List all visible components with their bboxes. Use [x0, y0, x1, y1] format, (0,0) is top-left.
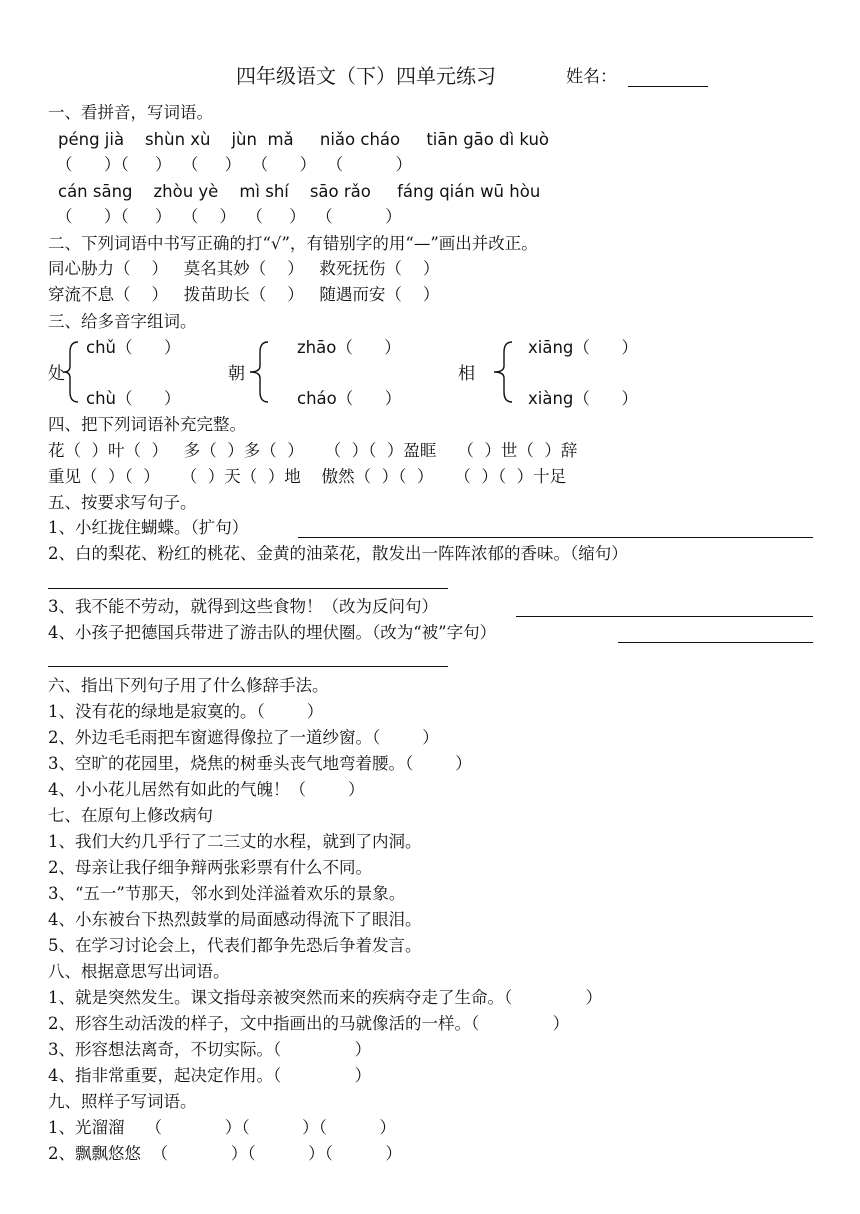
answer-line[interactable]: [48, 588, 448, 589]
faulty-sentence-3[interactable]: 3、“五一”节那天，邻水到处洋溢着欢乐的景象。: [48, 884, 406, 903]
word-check-row-1[interactable]: 同心胁力（ ） 莫名其妙（ ） 救死抚伤（ ）: [48, 259, 440, 278]
section-2-heading: 二、下列词语中书写正确的打“√”，有错别字的用“—”画出并改正。: [48, 234, 538, 253]
faulty-sentence-1[interactable]: 1、我们大约几乎行了二三丈的水程，就到了内洞。: [48, 832, 422, 851]
answer-blanks-row-1[interactable]: （ ）（ ） （ ） （ ） （ ）: [56, 155, 413, 174]
word-check-row-2[interactable]: 穿流不息（ ） 拨苗助长（ ） 随遇而安（ ）: [48, 285, 440, 304]
name-label: 姓名：: [566, 67, 617, 87]
section-4-heading: 四、把下列词语补充完整。: [48, 415, 246, 434]
sentence-q3: 3、我不能不劳动，就得到这些食物！（改为反问句）: [48, 597, 438, 616]
polyphone-chu-bottom[interactable]: chù（ ）: [86, 389, 181, 408]
pattern-q2[interactable]: 2、飘飘悠悠 （ ）（ ）（ ）: [48, 1144, 402, 1163]
meaning-q4[interactable]: 4、指非常重要，起决定作用。（ ）: [48, 1066, 372, 1085]
meaning-q2[interactable]: 2、形容生动活泼的样子，文中指画出的马就像活的一样。（ ）: [48, 1014, 570, 1033]
polyphone-char-chu: 处: [48, 364, 65, 384]
section-9-heading: 九、照样子写词语。: [48, 1092, 197, 1111]
brace-icon: [248, 340, 272, 404]
idiom-fill-row-2[interactable]: 重见（ ）（ ） （ ）天（ ）地 傲然（ ）（ ） （ ）（ ）十足: [48, 467, 567, 486]
brace-icon: [492, 340, 516, 404]
section-6-heading: 六、指出下列句子用了什么修辞手法。: [48, 676, 329, 695]
answer-line[interactable]: [618, 642, 813, 643]
section-1-heading: 一、看拼音，写词语。: [48, 103, 213, 122]
pattern-q1[interactable]: 1、光溜溜 （ ）（ ）（ ）: [48, 1118, 396, 1137]
polyphone-chao-top[interactable]: zhāo（ ）: [297, 338, 401, 357]
faulty-sentence-4[interactable]: 4、小东被台下热烈鼓掌的局面感动得流下了眼泪。: [48, 910, 422, 929]
section-3-heading: 三、给多音字组词。: [48, 312, 197, 331]
pinyin-row-2: cán sāng zhòu yè mì shí sāo rǎo fáng qián wū hòu: [58, 182, 541, 201]
pinyin-row-1: péng jià shùn xù jùn mǎ niǎo cháo tiān gāo dì kuò: [58, 130, 550, 149]
sentence-q1: 1、小红拢住蝴蝶。（扩句）: [48, 518, 249, 537]
faulty-sentence-5[interactable]: 5、在学习讨论会上，代表们都争先恐后争着发言。: [48, 936, 422, 955]
answer-line[interactable]: [298, 537, 813, 538]
page-title: 四年级语文（下）四单元练习: [236, 64, 496, 88]
section-8-heading: 八、根据意思写出词语。: [48, 962, 230, 981]
brace-icon: [62, 340, 82, 404]
faulty-sentence-2[interactable]: 2、母亲让我仔细争辩两张彩票有什么不同。: [48, 858, 372, 877]
meaning-q1[interactable]: 1、就是突然发生。课文指母亲被突然而来的疾病夺走了生命。（ ）: [48, 988, 603, 1007]
answer-line[interactable]: [48, 666, 448, 667]
polyphone-char-chao: 朝: [228, 364, 245, 384]
rhetoric-q4[interactable]: 4、小小花儿居然有如此的气魄！（ ）: [48, 780, 365, 799]
sentence-q4: 4、小孩子把德国兵带进了游击队的埋伏圈。（改为“被”字句）: [48, 623, 497, 642]
rhetoric-q2[interactable]: 2、外边毛毛雨把车窗遮得像拉了一道纱窗。（ ）: [48, 728, 439, 747]
section-7-heading: 七、在原句上修改病句: [48, 806, 213, 825]
section-5-heading: 五、按要求写句子。: [48, 493, 197, 512]
answer-line[interactable]: [516, 616, 813, 617]
meaning-q3[interactable]: 3、形容想法离奇，不切实际。（ ）: [48, 1040, 372, 1059]
answer-blanks-row-2[interactable]: （ ）（ ） （ ） （ ） （ ）: [56, 207, 402, 226]
polyphone-chu-top[interactable]: chǔ（ ）: [86, 338, 181, 357]
idiom-fill-row-1[interactable]: 花（ ）叶（ ） 多（ ）多（ ） （ ）（ ）盈眶 （ ）世（ ）辞: [48, 441, 578, 460]
rhetoric-q1[interactable]: 1、没有花的绿地是寂寞的。（ ）: [48, 702, 324, 721]
polyphone-chao-bottom[interactable]: cháo（ ）: [297, 389, 402, 408]
sentence-q2: 2、白的梨花、粉红的桃花、金黄的油菜花，散发出一阵阵浓郁的香味。（缩句）: [48, 544, 628, 563]
name-field[interactable]: [628, 86, 708, 87]
polyphone-char-xiang: 相: [458, 364, 475, 384]
polyphone-xiang-bottom[interactable]: xiàng（ ）: [528, 389, 638, 408]
rhetoric-q3[interactable]: 3、空旷的花园里，烧焦的树垂头丧气地弯着腰。（ ）: [48, 754, 472, 773]
polyphone-xiang-top[interactable]: xiāng（ ）: [528, 338, 638, 357]
